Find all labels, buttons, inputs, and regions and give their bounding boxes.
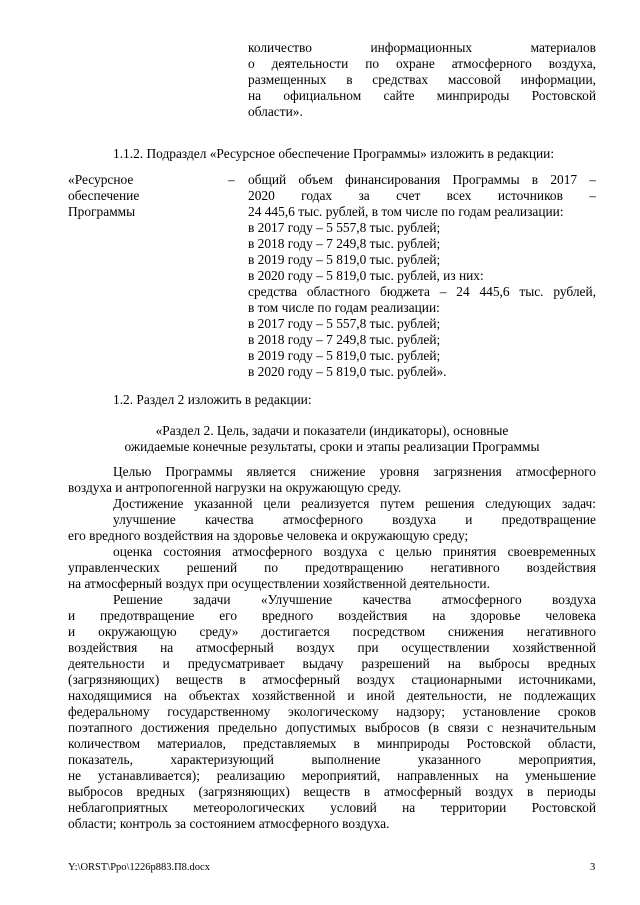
section-1-2: 1.2. Раздел 2 изложить в редакции: <box>113 392 312 407</box>
resource-line: в 2017 году – 5 557,8 тыс. рублей; <box>248 220 441 235</box>
paragraph-line: находящимися на объектах хозяйственной и иной деятельности, не подлежащих <box>68 688 596 703</box>
paragraph-line: воздействия на атмосферный воздух при осуществлении хозяйственной <box>68 640 596 655</box>
resource-line: 24 445,6 тыс. рублей, в том числе по годам реализации: <box>248 204 564 219</box>
paragraph-line: и предотвращение его вредного воздействия на здоровье человека <box>68 608 596 623</box>
resource-label-line: обеспечение <box>68 188 140 203</box>
section-heading-line: «Раздел 2. Цель, задачи и показатели (индикаторы), основные <box>155 423 509 438</box>
resource-body <box>248 172 596 380</box>
paragraph-line: Достижение указанной цели реализуется путем решения следующих задач: <box>113 496 596 511</box>
top-line: размещенных в средствах массовой информации, <box>248 72 596 87</box>
paragraph-line: его вредного воздействия на здоровье человека и окружающую среду; <box>68 528 469 543</box>
paragraph-line: Решение задачи «Улучшение качества атмосферного воздуха <box>113 592 596 607</box>
top-line: о деятельности по охране атмосферного воздуха, <box>248 56 596 71</box>
resource-dash: – <box>228 172 235 187</box>
paragraph-line: области; контроль за состоянием атмосферного воздуха. <box>68 816 390 831</box>
resource-line: общий объем финансирования Программы в 2017 – <box>248 172 596 187</box>
resource-line: в 2019 году – 5 819,0 тыс. рублей; <box>248 252 441 267</box>
paragraph-line: не устанавливается); реализацию мероприятий, направленных на уменьшение <box>68 768 596 783</box>
resource-line: в 2018 году – 7 249,8 тыс. рублей; <box>248 332 441 347</box>
resource-label-line: «Ресурсное <box>68 172 134 187</box>
section-heading-line: ожидаемые конечные результаты, сроки и этапы реализации Программы <box>124 439 540 454</box>
top-line: количество информационных материалов <box>248 40 596 55</box>
resource-line: в том числе по годам реализации: <box>248 300 440 315</box>
resource-line: в 2017 году – 5 557,8 тыс. рублей; <box>248 316 441 331</box>
resource-line: в 2020 году – 5 819,0 тыс. рублей, из них: <box>248 268 484 283</box>
paragraph-line: показатель, характеризующий выполнение указанного мероприятия, <box>68 752 596 767</box>
paragraph-line: Целью Программы является снижение уровня загрязнения атмосферного <box>113 464 596 479</box>
paragraph-line: оценка состояния атмосферного воздуха с целью принятия своевременных <box>113 544 596 559</box>
paragraph-line: управленческих решений по предотвращению негативного воздействия <box>68 560 596 575</box>
top-block <box>248 40 596 120</box>
paragraph-line: неблагоприятных метеорологических условий на территории Ростовской <box>68 800 596 815</box>
paragraph-line: и окружающую среду» достигается посредством снижения негативного <box>68 624 596 639</box>
resource-line: в 2018 году – 7 249,8 тыс. рублей; <box>248 236 441 251</box>
resource-label <box>68 172 218 220</box>
resource-line: в 2019 году – 5 819,0 тыс. рублей; <box>248 348 441 363</box>
paragraph-line: на атмосферный воздух при осуществлении хозяйственной деятельности. <box>68 576 490 591</box>
paragraph-line: количеством материалов, представляемых в минприроды Ростовской области, <box>68 736 596 751</box>
page-number: 3 <box>590 862 596 873</box>
paragraph-line: улучшение качества атмосферного воздуха и предотвращение <box>113 512 596 527</box>
paragraph-line: выбросов вредных (загрязняющих) веществ в атмосферный воздух в периоды <box>68 784 596 799</box>
top-line: области». <box>248 104 303 119</box>
paragraph-line: воздуха и антропогенной нагрузки на окружающую среду. <box>68 480 402 495</box>
resource-line: в 2020 году – 5 819,0 тыс. рублей». <box>248 364 447 379</box>
top-line: на официальном сайте минприроды Ростовской <box>248 88 596 103</box>
paragraph-line: (загрязняющих) веществ в атмосферный воздух стационарными источниками, <box>68 672 596 687</box>
resource-label-line: Программы <box>68 204 136 219</box>
paragraph-line: поэтапного достижения предельно допустимых выбросов (в связи с незначительным <box>68 720 596 735</box>
paragraph-line: деятельности и предусматривает выдачу разрешений на выбросы вредных <box>68 656 596 671</box>
resource-line: 2020 годах за счет всех источников – <box>248 188 596 203</box>
section-1-1-2: 1.1.2. Подраздел «Ресурсное обеспечение Программы» изложить в редакции: <box>113 146 555 161</box>
resource-line: средства областного бюджета – 24 445,6 тыс. рублей, <box>248 284 596 299</box>
footer-file-path: Y:\ORST\Ppo\1226p883.П8.docx <box>68 862 210 873</box>
paragraph-line: федеральному государственному экологическому надзору; установление сроков <box>68 704 596 719</box>
main-text <box>68 464 596 832</box>
